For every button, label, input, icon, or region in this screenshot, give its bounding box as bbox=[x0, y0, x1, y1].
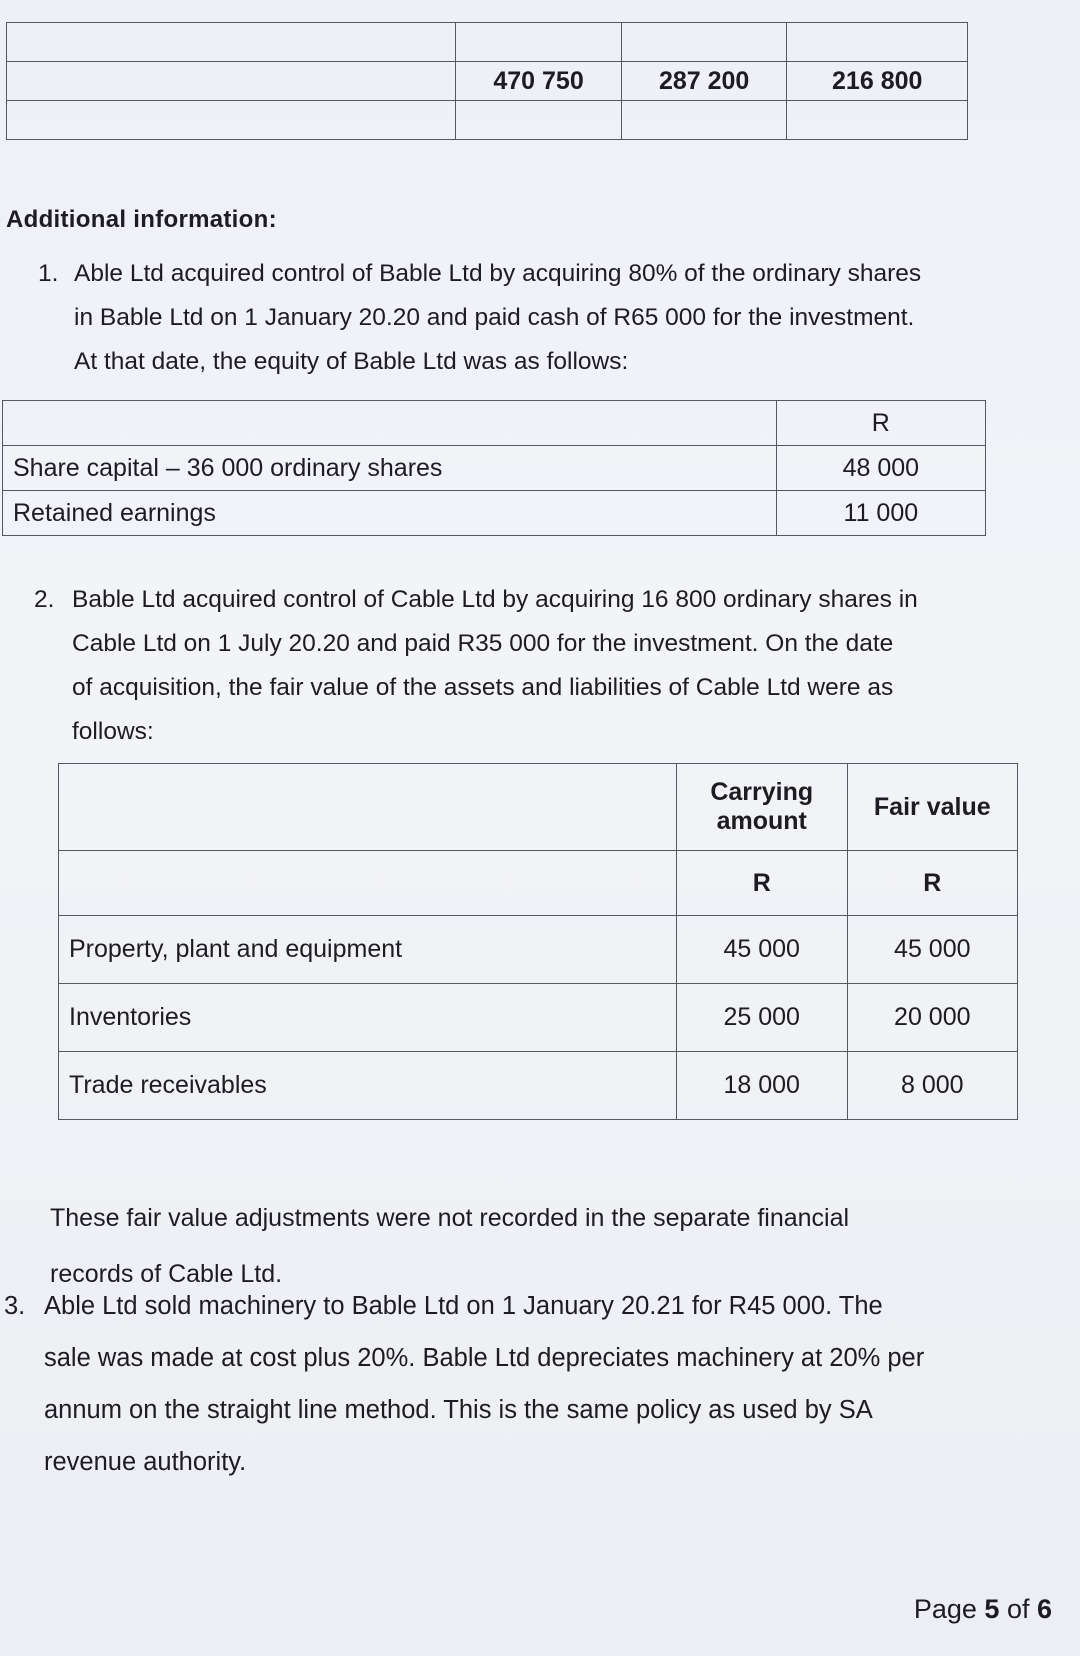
table-cell bbox=[456, 101, 622, 140]
table-row bbox=[7, 101, 968, 140]
table-cell bbox=[621, 101, 787, 140]
text-line: follows: bbox=[72, 718, 154, 745]
text-line: revenue authority. bbox=[44, 1448, 247, 1476]
carrying-value: 18 000 bbox=[676, 1052, 847, 1120]
text-line: Able Ltd sold machinery to Bable Ltd on 1 January 20.21 for R45 000. The bbox=[44, 1292, 883, 1320]
currency-header: R bbox=[847, 851, 1017, 916]
table-row bbox=[3, 491, 986, 536]
text-line: annum on the straight line method. This is the same policy as used by SA bbox=[44, 1396, 873, 1424]
currency-header: R bbox=[776, 401, 985, 446]
total-value-2: 287 200 bbox=[621, 62, 787, 101]
text-line: These fair value adjustments were not recorded in the separate financial bbox=[50, 1204, 850, 1232]
fair-value-header: Fair value bbox=[847, 764, 1017, 851]
text-line: Bable Ltd acquired control of Cable Ltd by acquiring 16 800 ordinary shares in bbox=[72, 586, 918, 613]
totals-table bbox=[6, 22, 968, 140]
fair-value: 45 000 bbox=[847, 916, 1017, 984]
fair-value: 8 000 bbox=[847, 1052, 1017, 1120]
item-text bbox=[74, 252, 994, 384]
section-heading: Additional information: bbox=[6, 206, 277, 233]
table-row bbox=[7, 23, 968, 62]
row-label: Retained earnings bbox=[3, 491, 777, 536]
text-line: Able Ltd acquired control of Bable Ltd by acquiring 80% of the ordinary shares bbox=[74, 260, 922, 287]
table-header-row bbox=[59, 764, 1018, 851]
page-middle: of bbox=[999, 1594, 1037, 1624]
page-number bbox=[914, 1594, 1052, 1625]
text-line: At that date, the equity of Bable Ltd was as follows: bbox=[74, 348, 629, 375]
table-cell bbox=[787, 23, 968, 62]
page-prefix: Page bbox=[913, 1594, 985, 1624]
total-pages: 6 bbox=[1036, 1594, 1052, 1624]
currency-header: R bbox=[676, 851, 847, 916]
row-value: 11 000 bbox=[776, 491, 985, 536]
table-cell bbox=[59, 764, 677, 851]
table-row bbox=[59, 984, 1018, 1052]
text-line: sale was made at cost plus 20%. Bable Ltd depreciates machinery at 20% per bbox=[44, 1344, 925, 1372]
item-number: 2. bbox=[34, 586, 55, 613]
row-label: Inventories bbox=[59, 984, 677, 1052]
table-header-row bbox=[3, 401, 986, 446]
row-label: Property, plant and equipment bbox=[59, 916, 677, 984]
text-line: Cable Ltd on 1 July 20.20 and paid R35 000 for the investment. On the date bbox=[72, 630, 894, 657]
table-cell bbox=[7, 23, 456, 62]
table-unit-row bbox=[59, 851, 1018, 916]
item-number: 1. bbox=[38, 260, 59, 287]
fair-value-table bbox=[58, 763, 1018, 1120]
row-value: 48 000 bbox=[776, 446, 985, 491]
row-label: Share capital – 36 000 ordinary shares bbox=[3, 446, 777, 491]
table-cell bbox=[7, 101, 456, 140]
table-cell bbox=[456, 23, 622, 62]
table-cell bbox=[3, 401, 777, 446]
row-label: Trade receivables bbox=[59, 1052, 677, 1120]
carrying-amount-header: Carrying amount bbox=[676, 764, 847, 851]
table-cell bbox=[787, 101, 968, 140]
text-line: of acquisition, the fair value of the assets and liabilities of Cable Ltd were as bbox=[72, 674, 894, 701]
total-value-1: 470 750 bbox=[456, 62, 622, 101]
carrying-value: 45 000 bbox=[676, 916, 847, 984]
table-row bbox=[59, 1052, 1018, 1120]
fair-value: 20 000 bbox=[847, 984, 1017, 1052]
carrying-value: 25 000 bbox=[676, 984, 847, 1052]
total-value-3: 216 800 bbox=[787, 62, 968, 101]
table-row bbox=[59, 916, 1018, 984]
equity-table bbox=[2, 400, 986, 536]
item-number: 3. bbox=[4, 1292, 26, 1320]
current-page: 5 bbox=[984, 1594, 1000, 1624]
table-cell bbox=[7, 62, 456, 101]
table-cell bbox=[621, 23, 787, 62]
table-row bbox=[3, 446, 986, 491]
text-line: records of Cable Ltd. bbox=[50, 1260, 283, 1288]
item-text bbox=[72, 578, 1012, 754]
item-text bbox=[44, 1280, 1054, 1488]
text-line: in Bable Ltd on 1 January 20.20 and paid cash of R65 000 for the investment. bbox=[74, 304, 915, 331]
table-cell bbox=[59, 851, 677, 916]
table-row bbox=[7, 62, 968, 101]
